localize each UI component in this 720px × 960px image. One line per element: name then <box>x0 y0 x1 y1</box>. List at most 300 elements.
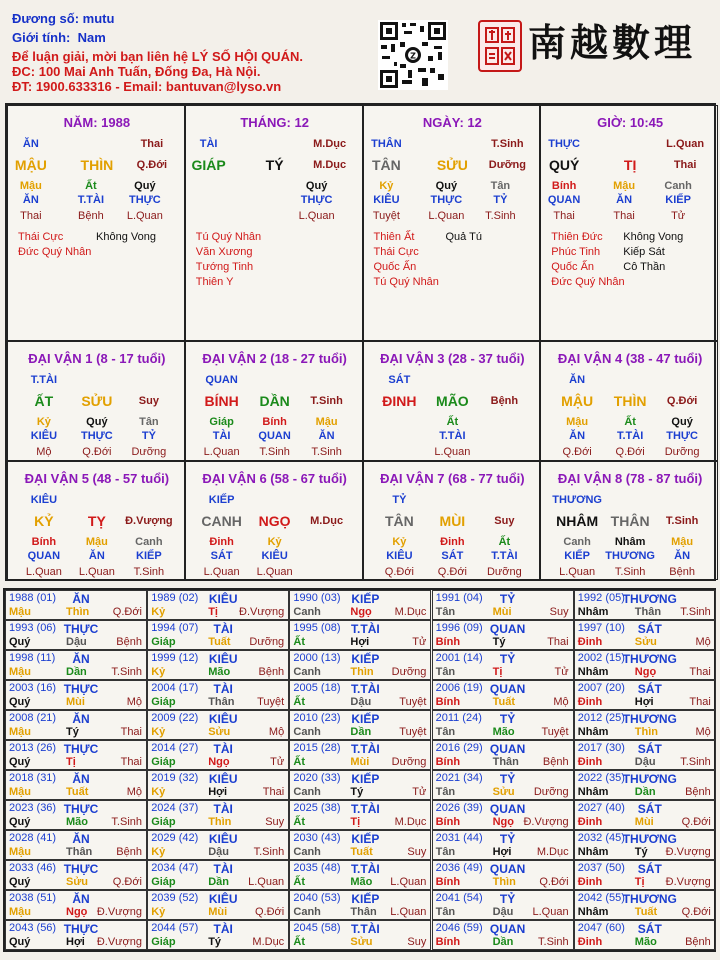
brand-logo: 南越數理 <box>528 20 697 65</box>
year-cell[interactable] <box>289 620 431 650</box>
pillar-branch: TỊ <box>623 157 637 173</box>
hidden-stage: T.Sinh <box>485 210 516 222</box>
symbolic-star: Thiên Y <box>195 276 234 288</box>
hidden-stage: Thai <box>613 210 635 222</box>
hidden-stage: Tuyệt <box>372 210 400 222</box>
luck-hidden-stage: Dưỡng <box>486 565 522 578</box>
luck-hidden-god: SÁT <box>210 549 233 562</box>
year-stem: Đinh <box>577 636 603 648</box>
year-stem: Canh <box>293 726 321 738</box>
contact-line-1: Để luận giải, mời bạn liên hệ LÝ SỐ HỘI QUÁN. <box>12 49 303 64</box>
year-ten-god: SÁT <box>637 862 662 876</box>
year-branch: Thìn <box>66 606 90 618</box>
luck-title: ĐẠI VẬN 1 (8 - 17 tuổi) <box>28 351 166 366</box>
hidden-stem: Ất <box>85 180 97 192</box>
luck-hidden-stem: Nhâm <box>614 535 646 548</box>
luck-hidden-god: KIÊU <box>30 430 58 442</box>
luck-hidden-stem: Ất <box>624 416 636 428</box>
year-stage: Suy <box>265 816 285 828</box>
year-cell[interactable] <box>432 740 574 770</box>
luck-stage: Suy <box>138 395 159 407</box>
year-stem: Nhâm <box>577 846 609 858</box>
year-cell[interactable] <box>147 890 289 920</box>
year-cell[interactable] <box>5 920 147 950</box>
year-stem: Canh <box>293 906 321 918</box>
year-ten-god: THỰC <box>63 802 99 816</box>
luck-hidden-stem: Mậu <box>671 535 694 548</box>
hidden-stem: Mậu <box>613 180 636 192</box>
year-cell[interactable] <box>574 650 716 680</box>
luck-stage: T.Sinh <box>310 395 343 407</box>
year-ten-god: ĂN <box>72 772 90 786</box>
year-label: 1999 (12) <box>151 652 199 664</box>
year-label: 1991 (04) <box>435 592 483 604</box>
year-ten-god: SÁT <box>637 802 662 816</box>
year-stage: Tử <box>270 756 285 768</box>
pillar-title: GIỜ: 10:45 <box>597 115 664 130</box>
year-ten-god: QUAN <box>489 802 526 816</box>
year-cell[interactable] <box>574 740 716 770</box>
year-cell[interactable] <box>289 800 431 830</box>
hidden-stem: Mậu <box>19 180 42 192</box>
year-branch: Tị <box>208 606 218 618</box>
year-cell[interactable] <box>5 890 147 920</box>
luck-stage: Bệnh <box>490 395 519 407</box>
year-ten-god: KIẾP <box>351 772 380 786</box>
luck-title: ĐẠI VẬN 7 (68 - 77 tuổi) <box>380 470 525 486</box>
year-label: 1998 (11) <box>9 652 56 664</box>
year-stage: Mộ <box>126 786 142 798</box>
year-branch: Tuất <box>208 636 231 648</box>
year-branch: Tý <box>492 636 506 648</box>
luck-pillar-cell[interactable] <box>363 461 541 581</box>
year-label: 2004 (17) <box>151 682 199 694</box>
year-branch: Tị <box>350 816 361 828</box>
year-stage: Mộ <box>126 696 142 708</box>
year-cell[interactable] <box>5 770 147 800</box>
year-stem: Mậu <box>9 606 31 618</box>
hidden-stage: Thai <box>553 210 575 222</box>
luck-stem: ẤT <box>34 393 54 409</box>
year-branch: Tuất <box>634 906 658 918</box>
symbolic-star: Kiếp Sát <box>623 246 665 258</box>
year-stem: Ất <box>293 636 305 648</box>
luck-hidden-god: KIẾP <box>564 549 590 562</box>
year-stem: Nhâm <box>577 606 609 618</box>
year-cell[interactable] <box>432 650 574 680</box>
year-branch: Thìn <box>634 726 659 738</box>
year-stem: Bính <box>435 936 461 948</box>
year-cell[interactable] <box>432 680 574 710</box>
year-cell[interactable] <box>574 800 716 830</box>
year-stage: Thai <box>120 726 142 738</box>
year-stage: T.Sinh <box>680 756 711 768</box>
year-stage: Thai <box>689 696 711 708</box>
year-cell[interactable] <box>147 830 289 860</box>
year-cell[interactable] <box>574 890 716 920</box>
qr-code-icon[interactable] <box>378 20 448 90</box>
pillar-title: THÁNG: 12 <box>240 115 309 130</box>
year-cell[interactable] <box>289 920 431 950</box>
year-branch: Hợi <box>208 786 228 798</box>
symbolic-star: Đức Quý Nhân <box>18 246 92 258</box>
owner-label: Đương số: <box>12 11 80 26</box>
luck-stem-god: KIẾP <box>208 493 235 506</box>
year-branch: Hợi <box>350 636 370 648</box>
luck-stem-god: TỶ <box>392 493 407 506</box>
year-cell[interactable] <box>574 620 716 650</box>
year-stem: Kỷ <box>151 726 166 738</box>
year-branch: Dậu <box>66 636 87 648</box>
year-cell[interactable] <box>5 710 147 740</box>
year-label: 1990 (03) <box>293 592 341 604</box>
symbolic-star: Văn Xương <box>195 246 253 258</box>
hidden-stage: L.Quan <box>298 210 335 222</box>
year-cell[interactable] <box>432 800 574 830</box>
year-label: 2001 (14) <box>435 652 483 664</box>
year-cell[interactable] <box>5 650 147 680</box>
luck-hidden-stage: Q.Đới <box>437 565 467 578</box>
year-stage: Thai <box>262 786 285 798</box>
year-cell[interactable] <box>5 590 147 620</box>
luck-pillar-cell[interactable] <box>7 461 185 581</box>
year-cell[interactable] <box>289 860 431 890</box>
year-stage: Thai <box>689 666 711 678</box>
year-cell[interactable] <box>432 920 574 950</box>
year-cell[interactable] <box>432 710 574 740</box>
year-branch: Tý <box>350 786 364 798</box>
year-cell[interactable] <box>5 620 147 650</box>
pillar-stem: MẬU <box>14 157 47 173</box>
year-ten-god: T.TÀI <box>351 742 380 756</box>
luck-hidden-god: T.TÀI <box>491 549 518 562</box>
year-stem: Ất <box>293 876 305 888</box>
year-branch: Tý <box>634 846 648 858</box>
year-branch: Dậu <box>208 846 229 858</box>
year-branch: Mão <box>634 936 657 948</box>
luck-hidden-stage: L.Quan <box>203 565 240 578</box>
year-ten-god: T.TÀI <box>351 862 380 876</box>
luck-hidden-stage: Q.Đới <box>384 565 414 578</box>
year-stage: Dưỡng <box>391 666 427 678</box>
year-branch: Sửu <box>350 936 373 948</box>
year-branch: Hợi <box>634 696 654 708</box>
year-stem: Ất <box>293 696 305 708</box>
luck-hidden-stage: Mộ <box>36 446 52 458</box>
year-label: 2016 (29) <box>435 742 483 754</box>
luck-pillar-cell[interactable] <box>7 341 185 461</box>
year-stage: L.Quan <box>248 876 285 888</box>
luck-hidden-stem: Mậu <box>315 416 338 428</box>
year-ten-god: KIẾP <box>351 592 380 606</box>
annual-luck-table <box>3 588 716 952</box>
luck-stage: Q.Đới <box>666 395 698 407</box>
year-stage: Đ.Vượng <box>665 876 711 888</box>
year-stage: Tuyệt <box>399 726 427 738</box>
year-cell[interactable] <box>5 860 147 890</box>
luck-hidden-stage: L.Quan <box>256 565 293 578</box>
year-ten-god: KIẾP <box>351 652 380 666</box>
year-label: 2021 (34) <box>435 772 483 784</box>
luck-branch: TỴ <box>87 512 106 529</box>
year-branch: Dậu <box>350 696 372 708</box>
luck-hidden-stem: Kỷ <box>267 535 282 548</box>
luck-hidden-stem: Giáp <box>209 416 234 428</box>
luck-hidden-stem: Quý <box>671 416 693 428</box>
year-stem: Mậu <box>9 726 31 738</box>
symbolic-star: Quả Tú <box>445 231 482 243</box>
year-branch: Ngọ <box>66 906 88 918</box>
hidden-stem: Bính <box>551 180 577 192</box>
year-stage: Đ.Vượng <box>96 906 142 918</box>
year-label: 2039 (52) <box>151 892 199 904</box>
luck-branch: THÂN <box>610 512 650 529</box>
year-cell[interactable] <box>432 620 574 650</box>
year-branch: Mão <box>492 726 515 738</box>
luck-hidden-stem: Canh <box>563 535 591 548</box>
year-stem: Mậu <box>9 846 31 858</box>
year-stem: Kỷ <box>151 906 166 918</box>
year-cell[interactable] <box>289 740 431 770</box>
luck-hidden-god: ĂN <box>569 430 586 442</box>
year-branch: Ngọ <box>492 816 514 828</box>
symbolic-star: Thiên Ất <box>373 231 415 243</box>
year-ten-god: THỰC <box>63 862 99 876</box>
year-cell[interactable] <box>574 920 716 950</box>
pillar-stem-stage: M.Dục <box>313 138 347 150</box>
year-stem: Canh <box>293 786 321 798</box>
year-stage: Đ.Vượng <box>523 816 569 828</box>
year-cell[interactable] <box>432 860 574 890</box>
luck-hidden-stage: T.Sinh <box>259 446 290 458</box>
luck-hidden-stem: Kỷ <box>392 535 407 548</box>
year-ten-god: KIÊU <box>208 832 238 846</box>
luck-hidden-god: THỰC <box>666 430 698 442</box>
year-cell[interactable] <box>289 680 431 710</box>
year-stem: Ất <box>293 816 305 828</box>
year-stem: Ất <box>293 756 305 768</box>
year-ten-god: KIẾP <box>351 712 380 726</box>
luck-pillar-cell[interactable] <box>185 341 363 461</box>
year-label: 2015 (28) <box>293 742 341 754</box>
year-cell[interactable] <box>147 920 289 950</box>
year-label: 2002 (15) <box>577 652 625 664</box>
year-cell[interactable] <box>5 740 147 770</box>
luck-title: ĐẠI VẬN 3 (28 - 37 tuổi) <box>380 351 525 366</box>
luck-hidden-stage: T.Sinh <box>614 565 646 578</box>
year-ten-god: TÀI <box>213 922 233 936</box>
year-label: 2044 (57) <box>151 922 199 934</box>
pillar-branch: SỬU <box>436 157 468 173</box>
year-branch: Tuất <box>350 846 373 858</box>
header <box>0 0 720 100</box>
pillar-stem-stage: L.Quan <box>666 138 705 150</box>
hidden-god: KIÊU <box>373 194 400 206</box>
year-stem: Nhâm <box>577 726 609 738</box>
luck-hidden-stem: Bính <box>31 535 57 548</box>
luck-hidden-stage: T.Sinh <box>311 446 342 458</box>
year-stage: T.Sinh <box>680 606 711 618</box>
pillar-branch-stage: Q.Đới <box>136 159 168 171</box>
year-label: 2005 (18) <box>293 682 341 694</box>
year-stage: M.Dục <box>394 606 427 618</box>
luck-stem: ĐINH <box>382 393 417 409</box>
year-cell[interactable] <box>147 590 289 620</box>
year-stem: Bính <box>435 696 461 708</box>
year-cell[interactable] <box>147 860 289 890</box>
luck-hidden-stem: Mậu <box>566 416 589 428</box>
luck-pillar-cell[interactable] <box>185 461 363 581</box>
year-cell[interactable] <box>147 710 289 740</box>
year-cell[interactable] <box>147 620 289 650</box>
luck-hidden-stem: Ất <box>498 535 511 548</box>
year-cell[interactable] <box>289 590 431 620</box>
luck-pillar-cell[interactable] <box>540 461 718 581</box>
year-ten-god: QUAN <box>489 622 526 636</box>
year-cell[interactable] <box>289 710 431 740</box>
year-cell[interactable] <box>289 830 431 860</box>
pillar-branch-stage: Dưỡng <box>488 159 526 171</box>
year-label: 2022 (35) <box>577 772 625 784</box>
year-label: 1996 (09) <box>435 622 483 634</box>
luck-hidden-god: SÁT <box>441 549 464 562</box>
year-cell[interactable] <box>289 890 431 920</box>
luck-stem-god: THƯƠNG <box>552 493 602 506</box>
year-cell[interactable] <box>432 590 574 620</box>
symbolic-star: Quốc Ấn <box>373 261 417 273</box>
year-label: 2038 (51) <box>9 892 57 904</box>
year-cell[interactable] <box>289 770 431 800</box>
luck-hidden-god: ĂN <box>674 549 691 562</box>
luck-hidden-stage: Q.Đới <box>615 446 645 458</box>
symbolic-star: Tướng Tinh <box>195 261 254 273</box>
year-branch: Tị <box>634 876 645 888</box>
year-stage: T.Sinh <box>111 816 142 828</box>
year-cell[interactable] <box>5 800 147 830</box>
year-label: 2025 (38) <box>293 802 341 814</box>
year-cell[interactable] <box>147 680 289 710</box>
year-stage: Mộ <box>695 636 711 648</box>
luck-pillar-cell[interactable] <box>363 341 541 461</box>
year-cell[interactable] <box>574 860 716 890</box>
year-stage: Thai <box>547 636 569 648</box>
year-cell[interactable] <box>574 590 716 620</box>
year-stage: Tuyệt <box>399 696 427 708</box>
year-label: 2019 (32) <box>151 772 199 784</box>
year-label: 1993 (06) <box>9 622 57 634</box>
year-cell[interactable] <box>574 710 716 740</box>
year-cell[interactable] <box>289 650 431 680</box>
hidden-god: THỰC <box>129 194 161 206</box>
year-label: 2035 (48) <box>293 862 341 874</box>
year-branch: Mão <box>350 876 373 888</box>
year-ten-god: T.TÀI <box>351 682 380 696</box>
pillar-stem-stage: T.Sinh <box>491 138 524 150</box>
luck-branch: NGỌ <box>258 512 291 529</box>
year-cell[interactable] <box>574 770 716 800</box>
year-branch: Thìn <box>492 876 516 888</box>
year-branch: Thìn <box>350 666 374 678</box>
year-stem: Canh <box>293 606 321 618</box>
year-stage: L.Quan <box>532 906 569 918</box>
year-branch: Dậu <box>634 756 656 768</box>
year-cell[interactable] <box>147 800 289 830</box>
year-cell[interactable] <box>147 770 289 800</box>
luck-pillar-cell[interactable] <box>540 341 718 461</box>
pillar-cell <box>185 105 363 341</box>
luck-hidden-stem: Mậu <box>85 535 108 548</box>
symbolic-star: Tú Quý Nhân <box>195 231 262 243</box>
luck-stem: CANH <box>201 512 242 529</box>
year-cell[interactable] <box>432 770 574 800</box>
year-stem: Mậu <box>9 786 31 798</box>
year-cell[interactable] <box>432 890 574 920</box>
luck-stage: Đ.Vượng <box>125 514 173 527</box>
year-branch: Mùi <box>66 696 85 708</box>
year-ten-god: TÀI <box>213 622 233 636</box>
year-ten-god: T.TÀI <box>351 622 380 636</box>
year-ten-god: TỶ <box>499 652 516 666</box>
year-cell[interactable] <box>5 680 147 710</box>
luck-stem: NHÂM <box>556 512 599 529</box>
year-stage: Suy <box>549 606 569 618</box>
year-stem: Đinh <box>577 696 603 708</box>
year-stem: Tân <box>435 786 456 798</box>
symbolic-star: Cô Thần <box>623 261 666 273</box>
symbolic-star: Quốc Ấn <box>551 261 595 273</box>
year-cell[interactable] <box>574 680 716 710</box>
year-label: 2043 (56) <box>9 922 57 934</box>
year-label: 2012 (25) <box>577 712 625 724</box>
year-branch: Dần <box>634 786 656 798</box>
year-stem: Giáp <box>151 876 176 888</box>
luck-title: ĐẠI VẬN 4 (38 - 47 tuổi) <box>557 351 703 366</box>
luck-hidden-stage: Dưỡng <box>664 446 700 458</box>
pillar-cell <box>7 105 185 341</box>
pillar-branch-stage: M.Dục <box>313 159 347 171</box>
year-stem: Đinh <box>577 756 603 768</box>
year-cell[interactable] <box>574 830 716 860</box>
luck-hidden-god: THƯƠNG <box>605 549 655 562</box>
year-stage: Tử <box>412 636 427 648</box>
luck-hidden-god: T.TÀI <box>439 430 466 442</box>
year-stage: Mộ <box>695 726 711 738</box>
year-label: 2007 (20) <box>577 682 625 694</box>
luck-hidden-stem: Đinh <box>209 535 234 548</box>
year-branch: Hợi <box>492 846 512 858</box>
year-ten-god: THƯƠNG <box>622 592 677 606</box>
year-label: 2020 (33) <box>293 772 341 784</box>
phone-email-line[interactable]: ĐT: 1900.633316 - Email: bantuvan@lyso.vn <box>12 79 282 94</box>
year-cell[interactable] <box>147 650 289 680</box>
luck-branch: MÃO <box>436 393 469 409</box>
year-cell[interactable] <box>432 830 574 860</box>
year-ten-god: TỶ <box>499 772 516 786</box>
year-cell[interactable] <box>147 740 289 770</box>
year-cell[interactable] <box>5 830 147 860</box>
luck-hidden-stage: Q.Đới <box>562 446 592 458</box>
year-label: 2045 (58) <box>293 922 341 934</box>
year-branch: Thân <box>634 606 662 618</box>
year-ten-god: ĂN <box>72 652 90 666</box>
year-stem: Nhâm <box>577 666 609 678</box>
year-branch: Thân <box>350 906 377 918</box>
pillar-branch: THÌN <box>80 157 114 173</box>
pillar-branch: TÝ <box>265 157 284 173</box>
year-branch: Dần <box>492 936 514 948</box>
year-stem: Quý <box>9 636 31 648</box>
year-label: 2023 (36) <box>9 802 57 814</box>
